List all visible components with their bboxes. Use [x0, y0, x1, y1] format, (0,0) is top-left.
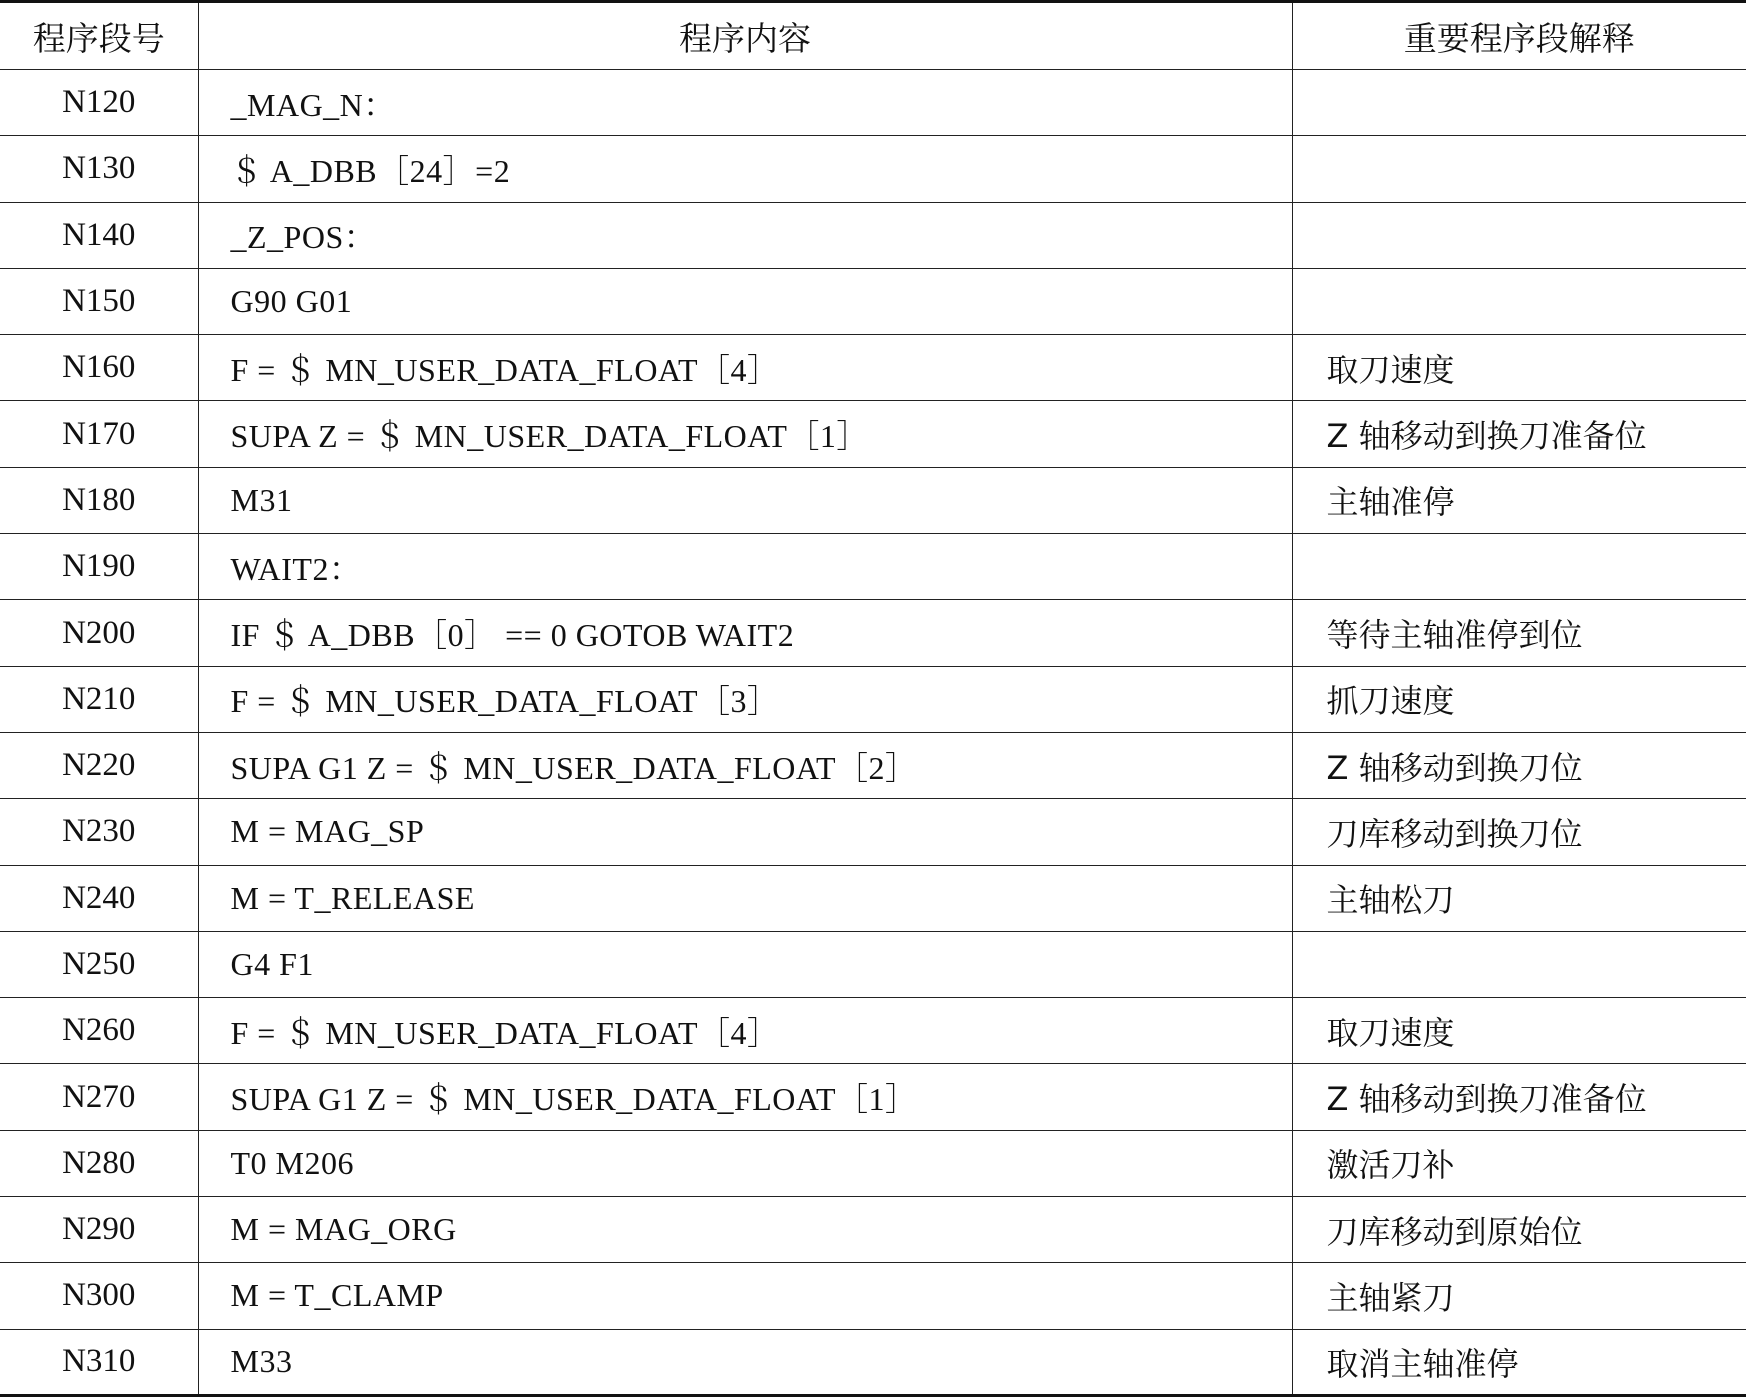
seq-cell: N220 [0, 732, 198, 798]
table-row [0, 1197, 1746, 1263]
seq-cell: N130 [0, 136, 198, 202]
table-row [0, 666, 1746, 732]
code-cell: WAIT2： [198, 534, 1292, 600]
code-cell: M = MAG_ORG [198, 1197, 1292, 1263]
table-row [0, 335, 1746, 401]
note-cell: 取消主轴准停 [1292, 1329, 1746, 1395]
table-header [0, 2, 1746, 70]
table-row [0, 268, 1746, 334]
seq-cell: N200 [0, 600, 198, 666]
note-cell: 取刀速度 [1292, 998, 1746, 1064]
note-cell: 主轴紧刀 [1292, 1263, 1746, 1329]
seq-cell: N240 [0, 865, 198, 931]
seq-cell: N160 [0, 335, 198, 401]
table-row [0, 998, 1746, 1064]
code-cell: _Z_POS： [198, 202, 1292, 268]
note-cell: 取刀速度 [1292, 335, 1746, 401]
seq-cell: N180 [0, 467, 198, 533]
code-cell: M33 [198, 1329, 1292, 1395]
code-cell: M31 [198, 467, 1292, 533]
code-cell: G90 G01 [198, 268, 1292, 334]
code-cell: F = ＄ MN_USER_DATA_FLOAT［4］ [198, 998, 1292, 1064]
table-row [0, 1130, 1746, 1196]
header-note: 重要程序段解释 [1292, 2, 1746, 70]
code-cell: M = T_RELEASE [198, 865, 1292, 931]
note-cell [1292, 70, 1746, 136]
seq-cell: N260 [0, 998, 198, 1064]
code-cell: _MAG_N： [198, 70, 1292, 136]
table-row [0, 865, 1746, 931]
seq-cell: N170 [0, 401, 198, 467]
table-row [0, 136, 1746, 202]
table-body [0, 70, 1746, 1396]
header-code: 程序内容 [198, 2, 1292, 70]
note-cell: Z 轴移动到换刀位 [1292, 732, 1746, 798]
note-cell: Z 轴移动到换刀准备位 [1292, 401, 1746, 467]
code-cell: F = ＄ MN_USER_DATA_FLOAT［3］ [198, 666, 1292, 732]
code-cell: ＄ A_DBB［24］=2 [198, 136, 1292, 202]
note-cell [1292, 136, 1746, 202]
note-cell [1292, 202, 1746, 268]
code-cell: IF ＄ A_DBB［0］ == 0 GOTOB WAIT2 [198, 600, 1292, 666]
seq-cell: N290 [0, 1197, 198, 1263]
code-cell: F = ＄ MN_USER_DATA_FLOAT［4］ [198, 335, 1292, 401]
table-row [0, 799, 1746, 865]
seq-cell: N150 [0, 268, 198, 334]
note-cell: Z 轴移动到换刀准备位 [1292, 1064, 1746, 1130]
table-row [0, 1263, 1746, 1329]
table-row [0, 202, 1746, 268]
code-cell: G4 F1 [198, 931, 1292, 997]
table-row [0, 70, 1746, 136]
header-row [0, 2, 1746, 70]
code-cell: SUPA Z = ＄ MN_USER_DATA_FLOAT［1］ [198, 401, 1292, 467]
seq-cell: N230 [0, 799, 198, 865]
table-row [0, 467, 1746, 533]
table-row [0, 931, 1746, 997]
seq-cell: N190 [0, 534, 198, 600]
note-cell: 激活刀补 [1292, 1130, 1746, 1196]
table-row [0, 732, 1746, 798]
seq-cell: N270 [0, 1064, 198, 1130]
seq-cell: N310 [0, 1329, 198, 1395]
note-cell: 抓刀速度 [1292, 666, 1746, 732]
seq-cell: N300 [0, 1263, 198, 1329]
code-cell: SUPA G1 Z = ＄ MN_USER_DATA_FLOAT［1］ [198, 1064, 1292, 1130]
note-cell: 刀库移动到换刀位 [1292, 799, 1746, 865]
seq-cell: N140 [0, 202, 198, 268]
code-cell: SUPA G1 Z = ＄ MN_USER_DATA_FLOAT［2］ [198, 732, 1292, 798]
table-row [0, 534, 1746, 600]
code-cell: M = T_CLAMP [198, 1263, 1292, 1329]
header-seq: 程序段号 [0, 2, 198, 70]
seq-cell: N120 [0, 70, 198, 136]
code-cell: T0 M206 [198, 1130, 1292, 1196]
code-cell: M = MAG_SP [198, 799, 1292, 865]
table-row [0, 600, 1746, 666]
note-cell [1292, 931, 1746, 997]
note-cell: 等待主轴准停到位 [1292, 600, 1746, 666]
note-cell: 主轴松刀 [1292, 865, 1746, 931]
note-cell [1292, 268, 1746, 334]
seq-cell: N280 [0, 1130, 198, 1196]
table-row [0, 401, 1746, 467]
table-row [0, 1329, 1746, 1395]
note-cell: 刀库移动到原始位 [1292, 1197, 1746, 1263]
note-cell: 主轴准停 [1292, 467, 1746, 533]
table-row [0, 1064, 1746, 1130]
seq-cell: N210 [0, 666, 198, 732]
note-cell [1292, 534, 1746, 600]
seq-cell: N250 [0, 931, 198, 997]
